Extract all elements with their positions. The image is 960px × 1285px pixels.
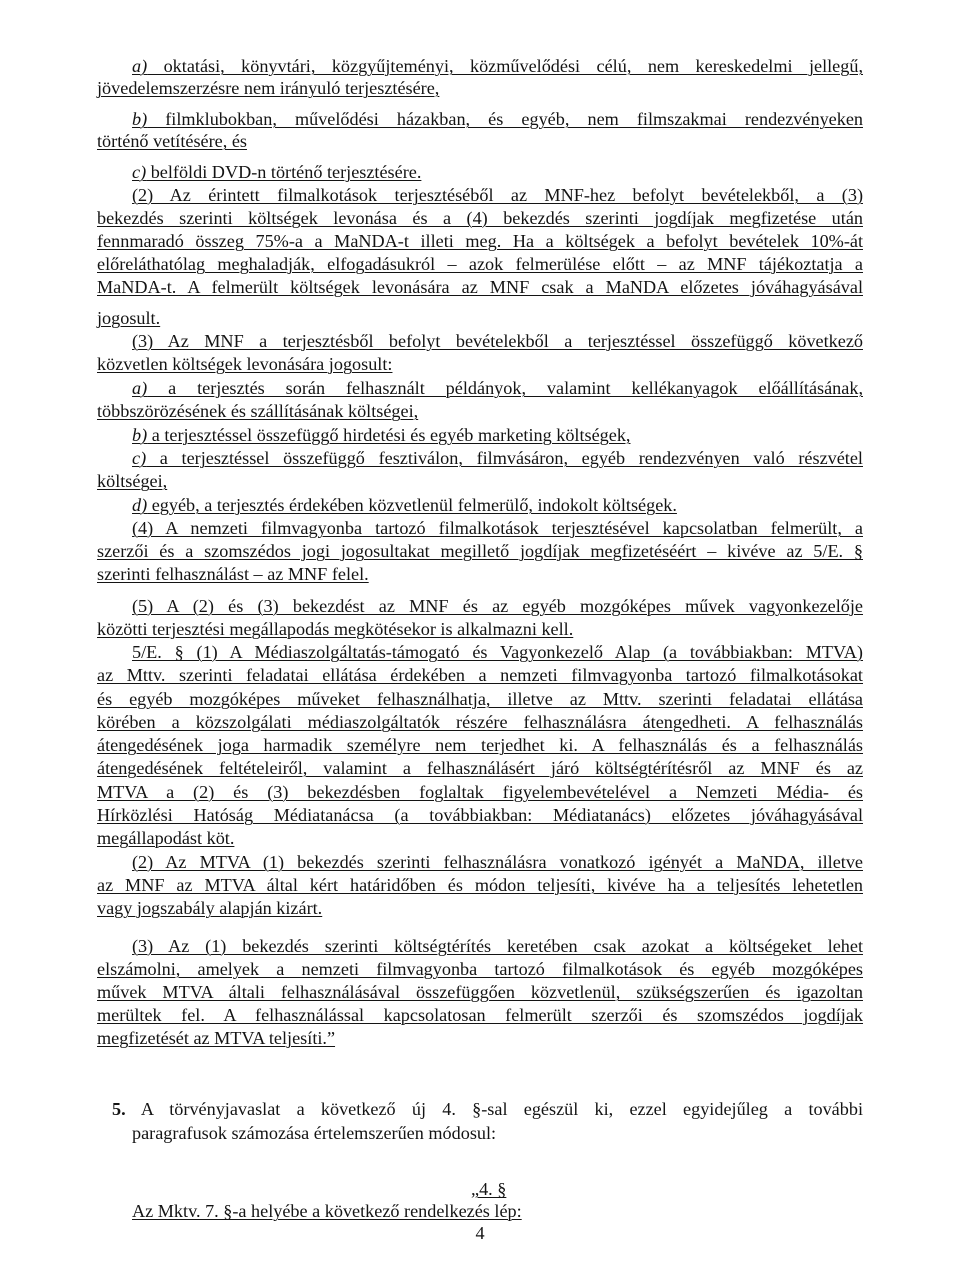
amendment-line-text: szerzői és a szomszédos jogi jogosultakat megillető jogdíjak megfizetéséért – kivéve az 5/E. § xyxy=(97,541,863,561)
amendment-line-text: közvetlen költségek levonására jogosult: xyxy=(97,354,393,374)
amendment-line-text: előreláthatólag meghaladják, elfogadásukról – azok felmerülése előtt – az MNF tájékoztatja a xyxy=(97,254,863,274)
amendment-line xyxy=(132,108,863,130)
amendment-line xyxy=(132,851,863,873)
amendment-line xyxy=(132,424,863,446)
amendment-line-text: a terjesztéssel összefüggő fesztiválon, filmvásáron, egyéb rendezvényen való részvétel xyxy=(146,448,863,468)
amendment-line-text: művek MTVA általi felhasználásával összefüggően közvetlenül, szükségszerűen és igazoltan xyxy=(97,982,863,1002)
amendment-line xyxy=(97,618,863,640)
amendment-line-text: MaNDA-t. A felmerült költségek levonására az MNF csak a MaNDA előzetes jóváhagyásával xyxy=(97,277,863,297)
amendment-line-text: költségei, xyxy=(97,471,168,491)
item-letter: d) xyxy=(132,495,148,515)
item-letter: a) xyxy=(132,378,148,398)
amendment-line xyxy=(97,757,863,779)
amendment-line xyxy=(97,734,863,756)
amendment-line-text: oktatási, könyvtári, közgyűjteményi, közművelődési célú, nem kereskedelmi jellegű, xyxy=(147,56,863,76)
amendment-line xyxy=(97,664,863,686)
amendment-line-text: (4) A nemzeti filmvagyonba tartozó filmalkotások terjesztésével kapcsolatban felmerült, a xyxy=(132,518,863,538)
amendment-line-text: történő vetítésére, és xyxy=(97,131,247,151)
amendment-line xyxy=(132,330,863,352)
amendment-line xyxy=(97,77,863,99)
amendment-line-text: és egyéb mozgóképes műveket felhasználhatja, illetve az Mttv. szerinti feladatai ellátása xyxy=(97,689,863,709)
amendment-line-text: többszörözésének és szállításának költségei, xyxy=(97,401,419,421)
amendment-line xyxy=(97,276,863,298)
amendment-line xyxy=(97,563,863,585)
section-5-line-2: paragrafusok számozása értelemszerűen módosul: xyxy=(132,1123,497,1143)
amendment-line-text: körében a közszolgálati médiaszolgáltatók részére felhasználásra átengedheti. A felhasználás xyxy=(97,712,863,732)
amendment-line xyxy=(97,400,863,422)
amendment-line xyxy=(97,470,863,492)
amendment-line xyxy=(97,688,863,710)
amendment-line xyxy=(97,130,863,152)
amendment-line-text: (2) Az MTVA (1) bekezdés szerinti felhasználásra vonatkozó igényét a MaNDA, illetve xyxy=(132,852,863,872)
amendment-line xyxy=(132,494,863,516)
section-number: 5. xyxy=(112,1099,126,1119)
page-number: 4 xyxy=(475,1223,485,1243)
amendment-line xyxy=(97,711,863,733)
amendment-line xyxy=(132,184,863,206)
amendment-line-text: a terjesztés során felhasznált példányok, valamint kellékanyagok előállításának, xyxy=(147,378,863,398)
amendment-line xyxy=(97,827,863,849)
amendment-line-text: a terjesztéssel összefüggő hirdetési és egyéb marketing költségek, xyxy=(147,425,631,445)
amendment-line xyxy=(97,540,863,562)
amendment-line xyxy=(132,517,863,539)
amendment-line xyxy=(97,874,863,896)
amendment-line xyxy=(132,595,863,617)
amendment-line xyxy=(97,253,863,275)
amendment-line-text: jogosult. xyxy=(97,308,161,328)
amendment-line xyxy=(97,353,863,375)
amendment-line xyxy=(132,447,863,469)
amendment-line xyxy=(97,307,863,329)
amendment-line xyxy=(97,1027,863,1049)
section-5-line-1: 5. A törvényjavaslat a következő új 4. §-sal egészül ki, ezzel egyidejűleg a további xyxy=(112,1099,863,1119)
amendment-line xyxy=(97,981,863,1003)
amendment-line xyxy=(97,1004,863,1026)
amendment-line-text: jövedelemszerzésre nem irányuló terjesztésére, xyxy=(97,78,440,98)
item-letter: b) xyxy=(132,109,148,129)
amendment-line-text: filmklubokban, művelődési házakban, és egyéb, nem filmszakmai rendezvényeken xyxy=(147,109,863,129)
amendment-line-text: egyéb, a terjesztés érdekében közvetlenül felmerülő, indokolt költségek. xyxy=(147,495,677,515)
amendment-line-text: 5/E. § (1) A Médiaszolgáltatás-támogató és Vagyonkezelő Alap (a továbbiakban: MTVA) xyxy=(132,642,863,662)
amendment-line xyxy=(97,897,863,919)
amendment-line-text: fennmaradó összeg 75%-a a MaNDA-t illeti meg. Ha a költségek a befolyt bevételek 10%-át xyxy=(97,231,863,251)
amendment-line xyxy=(97,230,863,252)
amendment-line-text: elszámolni, amelyek a nemzeti filmvagyonba tartozó filmalkotások és egyéb mozgóképes xyxy=(97,959,863,979)
amendment-line xyxy=(97,207,863,229)
amendment-line xyxy=(132,55,863,77)
amendment-line xyxy=(132,641,863,663)
amendment-line-text: az MNF az MTVA által kért határidőben és módon teljesíti, kivéve ha a teljesítés lehetetlen xyxy=(97,875,863,895)
amendment-line xyxy=(132,935,863,957)
amendment-line-text: MTVA a (2) és (3) bekezdésben foglaltak figyelembevételével a Nemzeti Média- és xyxy=(97,782,863,802)
amendment-line-text: átengedésének feltételeiről, valamint a felhasználásért járó költségtérítésről az MNF és az xyxy=(97,758,863,778)
amendment-line xyxy=(132,377,863,399)
amendment-line-text: szerinti felhasználást – az MNF felel. xyxy=(97,564,369,584)
amendment-line xyxy=(97,804,863,826)
item-letter: c) xyxy=(132,162,147,182)
amendment-intro: Az Mktv. 7. §-a helyébe a következő rendelkezés lép: xyxy=(132,1201,522,1221)
amendment-line xyxy=(132,161,863,183)
item-letter: b) xyxy=(132,425,148,445)
amendment-line-text: bekezdés szerinti költségek levonása és a (4) bekezdés szerinti jogdíjak megfizetése után xyxy=(97,208,863,228)
amendment-line-text: átengedésének joga harmadik személyre nem terjedhet ki. A felhasználás és a felhasználás xyxy=(97,735,863,755)
amendment-line-text: (2) Az érintett filmalkotások terjesztéséből az MNF-hez befolyt bevételekből, a (3) xyxy=(132,185,863,205)
amendment-line-text: megállapodást köt. xyxy=(97,828,235,848)
amendment-line-text: (3) Az MNF a terjesztésből befolyt bevételekből a terjesztéssel összefüggő következő xyxy=(132,331,863,351)
amendment-line-text: megfizetését az MTVA teljesíti.” xyxy=(97,1028,336,1048)
amendment-line-text: vagy jogszabály alapján kizárt. xyxy=(97,898,323,918)
amendment-line-text: közötti terjesztési megállapodás megkötésekor is alkalmazni kell. xyxy=(97,619,574,639)
amendment-line-text: belföldi DVD-n történő terjesztésére. xyxy=(146,162,422,182)
amendment-line-text: merültek fel. A felhasználással kapcsolatosan felmerült szerzői és szomszédos jogdíjak xyxy=(97,1005,863,1025)
amendment-line-text: az Mttv. szerinti feladatai ellátása érdekében a nemzeti filmvagyonba tartozó filmalkotásokat xyxy=(97,665,863,685)
item-letter: a) xyxy=(132,56,148,76)
amendment-line xyxy=(97,781,863,803)
paragraph-heading: „4. § xyxy=(471,1179,507,1199)
item-letter: c) xyxy=(132,448,147,468)
amendment-line-text: (5) A (2) és (3) bekezdést az MNF és az egyéb mozgóképes művek vagyonkezelője xyxy=(132,596,863,616)
amendment-line-text: (3) Az (1) bekezdés szerinti költségtérítés keretében csak azokat a költségeket lehet xyxy=(132,936,863,956)
amendment-line-text: Hírközlési Hatóság Médiatanácsa (a továbbiakban: Médiatanács) előzetes jóváhagyásával xyxy=(97,805,863,825)
amendment-line xyxy=(97,958,863,980)
